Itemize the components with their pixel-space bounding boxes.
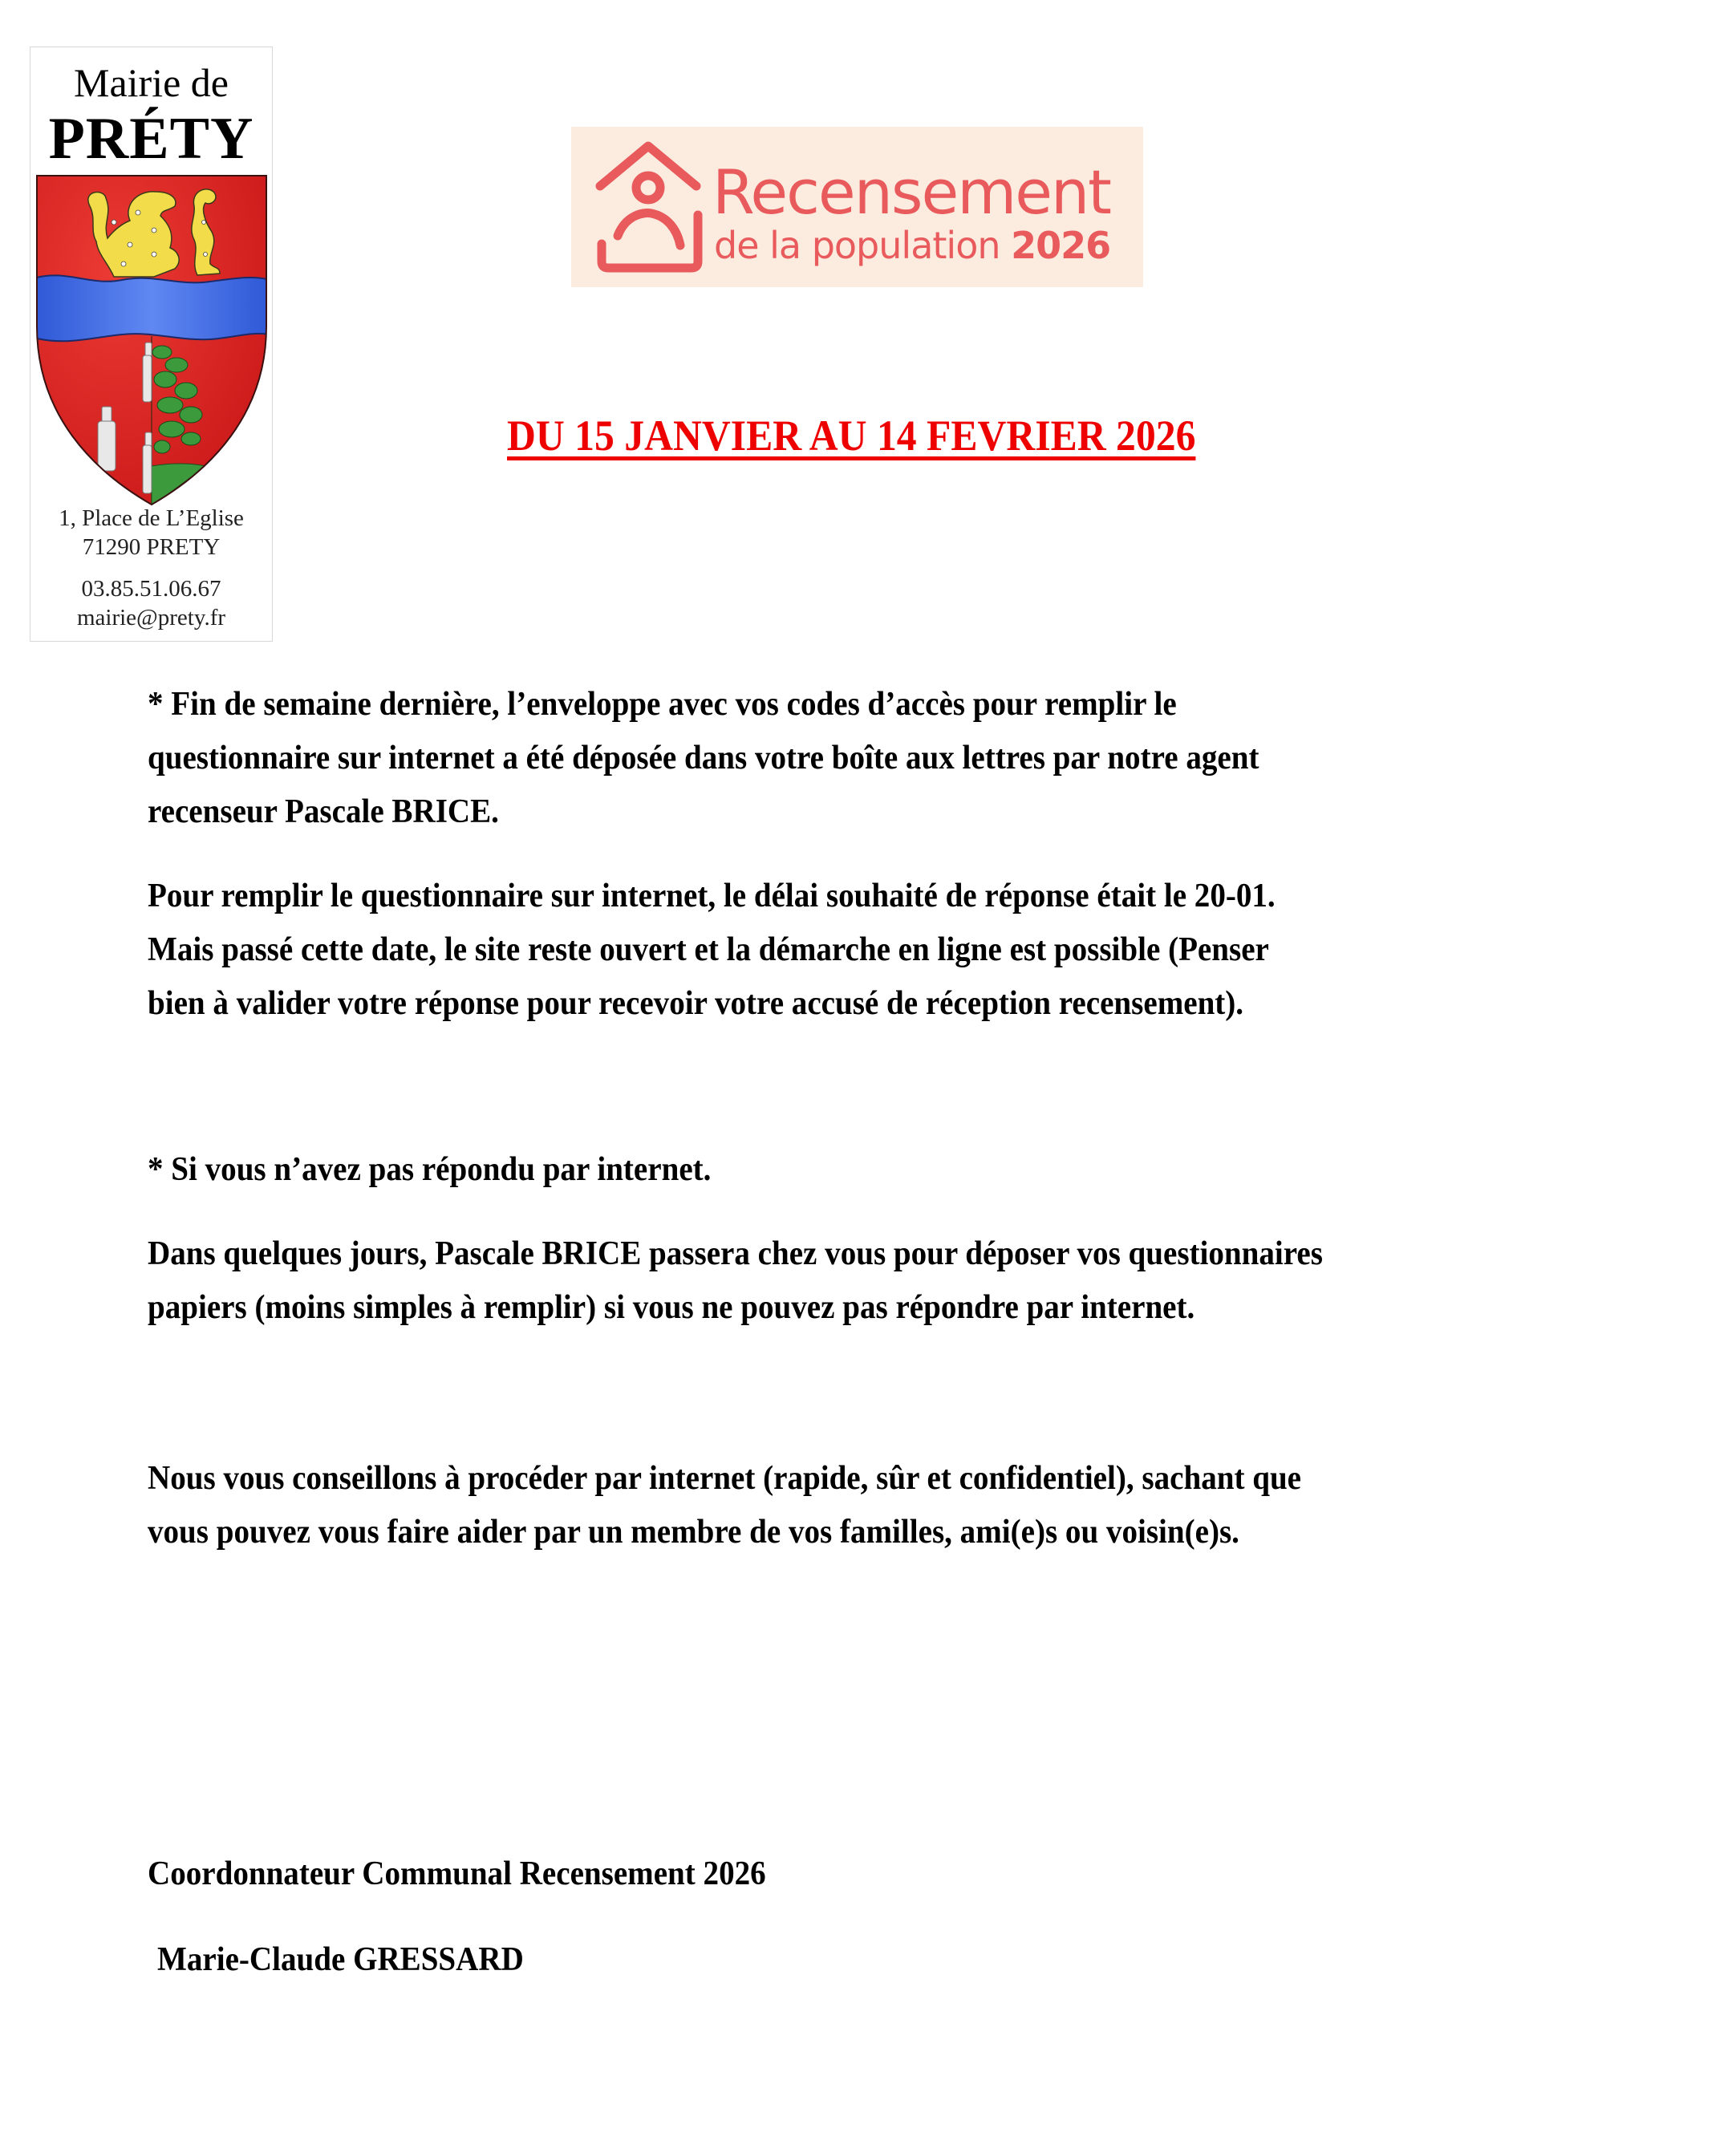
phone-number: 03.85.51.06.67	[81, 576, 221, 602]
river-band	[34, 275, 270, 341]
paragraph-envelope-delivered	[148, 678, 1565, 839]
paragraph-not-answered	[148, 1143, 1565, 1197]
crest-title-small: Mairie de	[74, 60, 229, 105]
town-hall-crest-card	[30, 47, 273, 642]
paragraph-line: Pour remplir le questionnaire sur internet, le délai souhaité de réponse était le 20-01.	[148, 878, 1276, 914]
paragraph-line: * Fin de semaine dernière, l’enveloppe avec vos codes d’accès pour remplir le	[148, 686, 1177, 723]
census-logo	[571, 127, 1143, 287]
signature-title: Coordonnateur Communal Recensement 2026	[148, 1855, 766, 1892]
crest-town-name: PRÉTY	[48, 106, 254, 172]
signature-name: Marie-Claude GRESSARD	[157, 1941, 524, 1978]
census-logo-title: Recensement	[712, 156, 1110, 228]
paragraph-line: vous pouvez vous faire aider par un membre de vos familles, ami(e)s ou voisin(e)s.	[148, 1514, 1239, 1551]
census-logo-subtitle	[714, 225, 1110, 266]
paragraph-line: Mais passé cette date, le site reste ouvert et la démarche en ligne est possible (Penser	[148, 931, 1269, 968]
paragraph-online-deadline	[148, 870, 1565, 1031]
address-line-1: 1, Place de L’Eglise	[59, 505, 244, 531]
paragraph-line: recenseur Pascale BRICE.	[148, 793, 499, 830]
paragraph-line: bien à valider votre réponse pour recevoir votre accusé de réception recensement).	[148, 985, 1244, 1022]
paragraph-paper-questionnaires	[148, 1227, 1565, 1335]
paragraph-line: Dans quelques jours, Pascale BRICE passera chez vous pour déposer vos questionnaires	[148, 1235, 1323, 1272]
census-logo-year: 2026	[1011, 224, 1111, 267]
coat-of-arms-icon	[34, 174, 270, 506]
paragraph-recommendation	[148, 1452, 1565, 1559]
house-person-icon	[594, 141, 710, 274]
census-logo-subtext: de la population	[714, 224, 1000, 267]
paragraph-line: questionnaire sur internet a été déposée dans votre boîte aux lettres par notre agent	[148, 740, 1259, 776]
paragraph-line: * Si vous n’avez pas répondu par internet.	[148, 1151, 712, 1188]
census-period-heading: DU 15 JANVIER AU 14 FEVRIER 2026	[507, 412, 1196, 460]
email-address: mairie@prety.fr	[76, 605, 226, 631]
paragraph-line: papiers (moins simples à remplir) si vous ne pouvez pas répondre par internet.	[148, 1289, 1195, 1326]
paragraph-line: Nous vous conseillons à procéder par internet (rapide, sûr et confidentiel), sachant que	[148, 1460, 1302, 1497]
address-line-2: 71290 PRETY	[82, 534, 221, 560]
